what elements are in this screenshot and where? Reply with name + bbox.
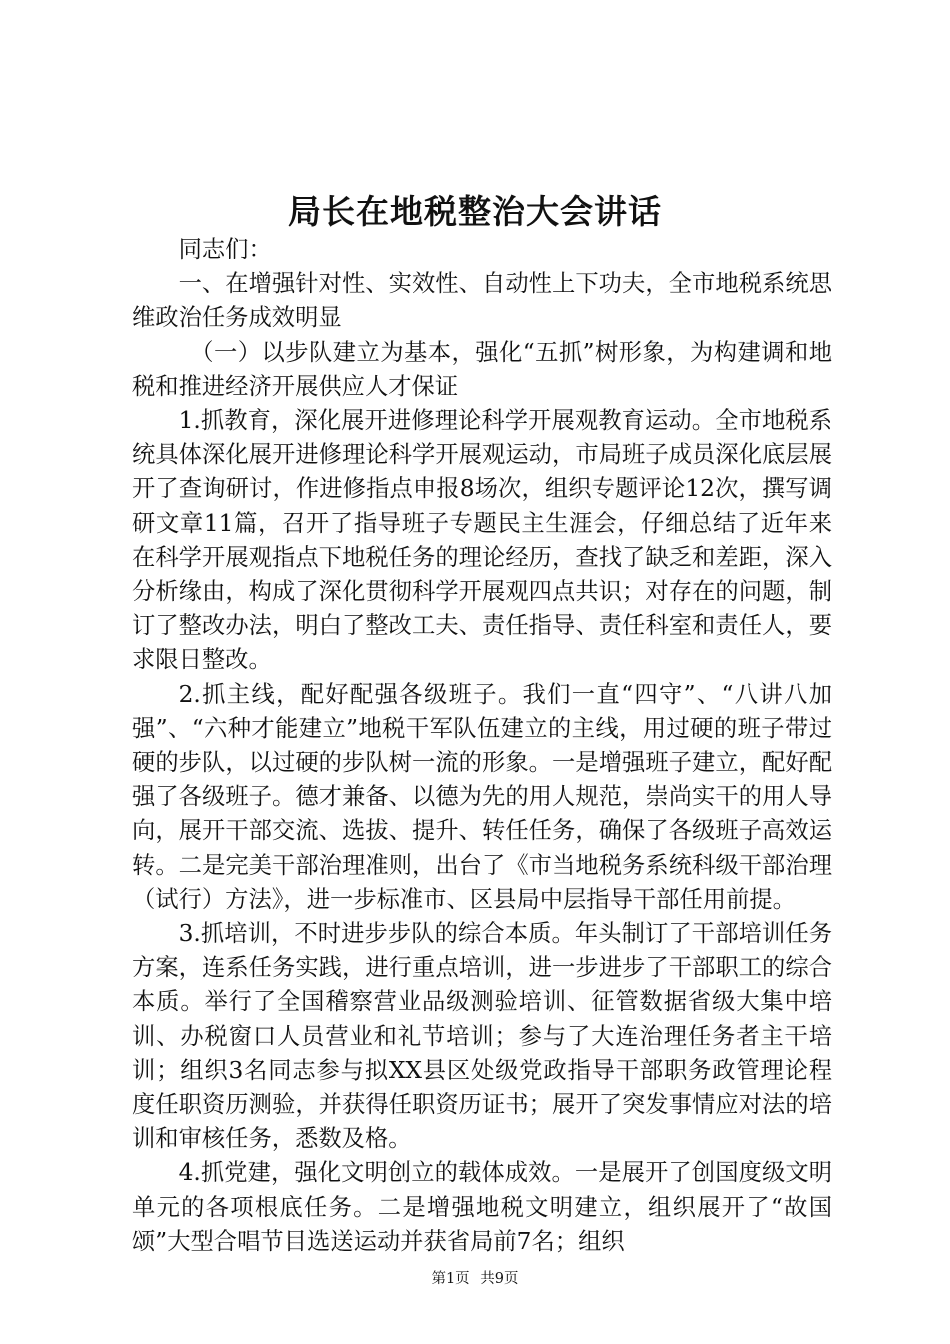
document-body [132,233,832,1259]
body-paragraph-4: 4.抓党建，强化文明创立的载体成效。一是展开了创国度级文明单元的各项根底任务。二是增强地税文明建立，组织展开了“故国颂”大型合唱节目选送运动并获省局前7名；组织 [132,1159,832,1255]
page-number: 第1页 [431,1271,470,1287]
section-heading: 一、在增强针对性、实效性、自动性上下功夫，全市地税系统思维政治任务成效明显 [132,270,832,332]
page-footer [0,1267,950,1288]
body-paragraph-1: 1.抓教育，深化展开进修理论科学开展观教育运动。全市地税系统具体深化展开进修理论科学开展观运动，市局班子成员深化底层展开了查询研讨，作进修指点申报8场次，组织专题评论12次，撰写调研文章11篇，召开了指导班子专题民主生涯会，仔细总结了近年来在科学开展观指点下地税任务的理论经历，查找了缺乏和差距，深入分析缘由，构成了深化贯彻科学开展观四点共识；对存在的问题，制订了整改办法，明白了整改工夫、责任指导、责任科室和责任人，要求限日整改。 [132,407,832,674]
body-paragraph-3: 3.抓培训，不时进步步队的综合本质。年头制订了干部培训任务方案，连系任务实践，进行重点培训，进一步进步了干部职工的综合本质。举行了全国稽察营业品级测验培训、征管数据省级大集中培训、办税窗口人员营业和礼节培训；参与了大连治理任务者主干培训；组织3名同志参与拟XX县区处级党政指导干部职务政管理论程度任职资历测验，并获得任职资历证书；展开了突发事情应对法的培训和审核任务，悉数及格。 [132,920,832,1153]
body-paragraph-2: 2.抓主线，配好配强各级班子。我们一直“四守”、“八讲八加强”、“六种才能建立”地税干军队伍建立的主线，用过硬的班子带过硬的步队，以过硬的步队树一流的形象。一是增强班子建立，配好配强了各级班子。德才兼备、以德为先的用人规范，崇尚实干的用人导向，展开干部交流、选拔、提升、转任任务，确保了各级班子高效运转。二是完美干部治理准则，出台了《市当地税务系统科级干部治理（试行）方法》，进一步标准市、区县局中层指导干部任用前提。 [132,680,832,913]
document-title: 局长在地税整治大会讲话 [288,192,662,231]
subsection-heading: （一）以步队建立为基本，强化“五抓”树形象，为构建调和地税和推进经济开展供应人才保证 [132,338,832,400]
page-total: 共9页 [480,1271,519,1287]
greeting-paragraph: 同志们： [178,236,272,263]
